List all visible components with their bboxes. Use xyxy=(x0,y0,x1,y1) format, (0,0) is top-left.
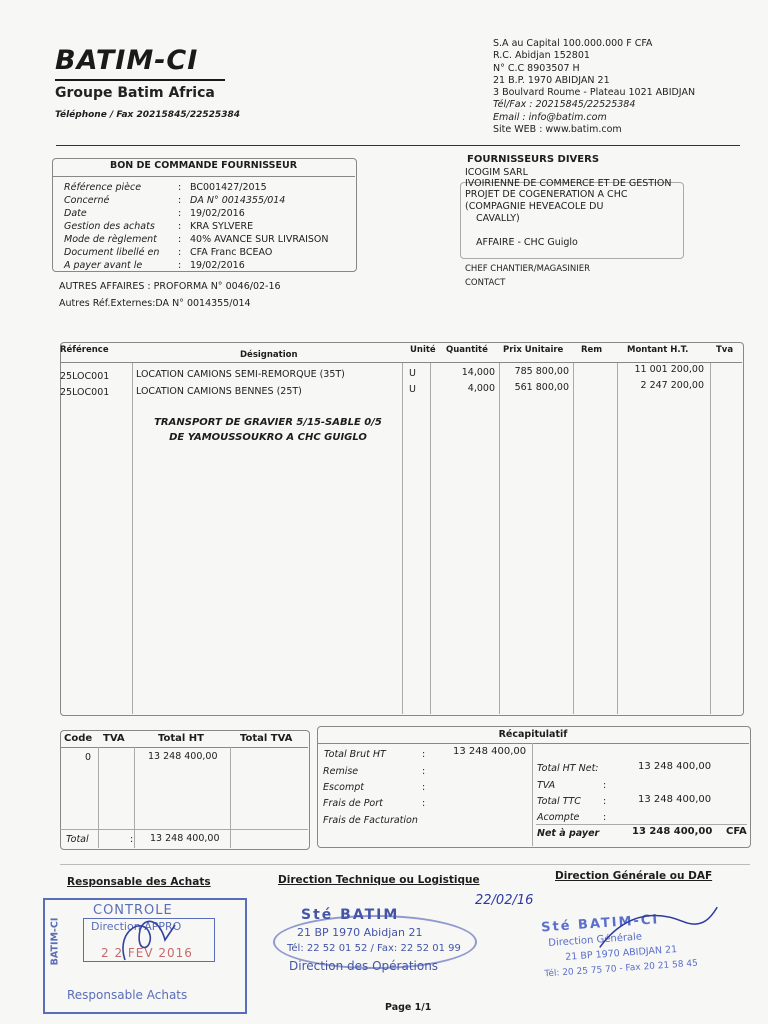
order-row-value: 40% AVANCE SUR LIVRAISON xyxy=(190,234,329,245)
order-row-value: 19/02/2016 xyxy=(190,260,245,271)
recap-net-payer-value: 13 248 400,00 xyxy=(632,826,713,837)
tva-header-code: Code xyxy=(64,733,93,744)
tva-header-total-tva: Total TVA xyxy=(240,733,293,744)
supplier-contact: CONTACT xyxy=(465,278,506,288)
recap-sep: : xyxy=(422,798,426,809)
order-row-label: Concerné xyxy=(64,195,110,206)
tva-row-total-ht: 13 248 400,00 xyxy=(148,751,218,762)
signature-scribble xyxy=(105,910,185,970)
company-logo: BATIM-CI xyxy=(55,45,199,76)
recap-escompt-label: Escompt xyxy=(323,782,364,793)
transport-note-line1: TRANSPORT DE GRAVIER 5/15-SABLE 0/5 xyxy=(154,417,382,428)
order-row: A payer avant le : 19/02/2016 xyxy=(64,260,245,271)
stamp-dg: Direction Générale xyxy=(547,931,643,950)
table-column-divider xyxy=(132,363,133,714)
recap-acompte-label: Acompte xyxy=(537,812,580,823)
company-cc: N° C.C 8903507 H xyxy=(493,62,580,74)
row-quantite: 14,000 xyxy=(461,367,495,378)
row-designation: LOCATION CAMIONS BENNES (25T) xyxy=(136,386,302,397)
table-column-divider xyxy=(617,363,618,714)
recap-column-divider xyxy=(532,743,533,846)
col-header-quantite: Quantité xyxy=(446,345,488,355)
signature-generale-label: Direction Générale ou DAF xyxy=(555,870,713,882)
order-row-value: 19/02/2016 xyxy=(190,208,245,219)
table-column-divider xyxy=(430,363,431,714)
col-header-montant: Montant H.T. xyxy=(627,345,689,355)
stamp-direction-generale xyxy=(532,903,737,997)
row-prix: 561 800,00 xyxy=(514,382,569,393)
stamp-date: 2 2 FEV 2016 xyxy=(101,946,193,960)
company-web: Site WEB : www.batim.com xyxy=(493,124,622,136)
row-reference: 25LOC001 xyxy=(60,387,110,398)
order-row-label: Date xyxy=(64,208,87,219)
recap-total-ht-net-value: 13 248 400,00 xyxy=(638,761,712,772)
recap-total-ttc-value: 13 248 400,00 xyxy=(638,794,712,805)
stamp-controle: CONTROLE xyxy=(93,903,173,918)
recap-net-payer-label: Net à payer xyxy=(537,828,600,839)
autres-affaires: AUTRES AFFAIRES : PROFORMA N° 0046/02-16 xyxy=(59,281,281,292)
row-unite: U xyxy=(409,368,416,379)
supplier-line: IVOIRIENNE DE COMMERCE ET DE GESTION xyxy=(465,178,672,189)
row-montant: 2 247 200,00 xyxy=(640,380,704,391)
order-row-label: Référence pièce xyxy=(64,182,142,193)
recap-total-brut-value: 13 248 400,00 xyxy=(453,746,527,757)
stamp-bp: 21 BP 1970 Abidjan 21 xyxy=(297,926,423,939)
recap-sep: : xyxy=(422,782,426,793)
stamp-batim-ci: Sté BATIM-CI xyxy=(540,912,660,936)
autres-ref: Autres Réf.Externes:DA N° 0014355/014 xyxy=(59,298,251,309)
stamp-direction-appro: Direction APPRO xyxy=(91,920,182,933)
recap-sep: : xyxy=(422,766,426,777)
stamp-direction-ops: Direction des Opérations xyxy=(289,959,439,973)
stamp-tel: Tél: 22 52 01 52 / Fax: 22 52 01 99 xyxy=(287,943,461,954)
supplier-affaire: AFFAIRE - CHC Guiglo xyxy=(476,237,578,248)
company-email: Email : info@batim.com xyxy=(493,111,607,123)
order-row-label: Document libellé en xyxy=(64,247,160,258)
col-header-reference: Référence xyxy=(60,345,109,355)
page-number: Page 1/1 xyxy=(385,1002,432,1013)
order-row: Concerné : DA N° 0014355/014 xyxy=(64,195,286,206)
signature-dg-scribble xyxy=(592,899,725,953)
row-quantite: 4,000 xyxy=(467,383,495,394)
tva-total-label: Total xyxy=(66,834,89,845)
tva-total-divider xyxy=(60,829,308,830)
order-row: Référence pièce : BC001427/2015 xyxy=(64,182,267,193)
stamp-dg-bp: 21 BP 1970 ABIDJAN 21 xyxy=(564,944,678,963)
recap-sep: : xyxy=(603,780,607,791)
row-unite: U xyxy=(409,384,416,395)
order-row-label: A payer avant le xyxy=(64,260,143,271)
order-row: Date : 19/02/2016 xyxy=(64,208,245,219)
stamp-responsable-achats: Responsable Achats xyxy=(67,988,188,1002)
supplier-chef: CHEF CHANTIER/MAGASINIER xyxy=(465,264,591,274)
stamp-direction-operations xyxy=(265,893,534,985)
company-capital: S.A au Capital 100.000.000 F CFA xyxy=(493,38,653,49)
order-row-value: DA N° 0014355/014 xyxy=(190,195,286,206)
recap-net-divider xyxy=(536,824,747,825)
supplier-line: ICOGIM SARL xyxy=(465,167,528,178)
stamp-side-text: BATIM-CI xyxy=(49,917,61,966)
recap-tva-label: TVA xyxy=(537,780,556,791)
tva-column-divider xyxy=(134,747,135,848)
recap-total-brut-label: Total Brut HT xyxy=(324,749,386,760)
signature-divider xyxy=(60,864,750,865)
tva-row-code: 0 xyxy=(85,752,92,763)
company-telfax: Tél/Fax : 20215845/22525384 xyxy=(493,99,636,111)
stamp-controle-appro xyxy=(43,898,247,1014)
order-title-divider xyxy=(52,176,355,177)
tva-column-divider xyxy=(98,747,99,848)
row-montant: 11 001 200,00 xyxy=(634,364,704,375)
tva-total-sep: : xyxy=(130,834,134,845)
supplier-line: CAVALLY) xyxy=(476,213,520,224)
table-column-divider xyxy=(573,363,574,714)
company-rc: R.C. Abidjan 152801 xyxy=(493,50,590,62)
order-title: BON DE COMMANDE FOURNISSEUR xyxy=(109,160,298,171)
recap-title: Récapitulatif xyxy=(498,729,568,740)
stamp-batim: Sté BATIM xyxy=(301,907,400,923)
company-address: 3 Boulvard Roume - Plateau 1021 ABIDJAN xyxy=(493,87,696,99)
supplier-line: (COMPAGNIE HEVEACOLE DU xyxy=(465,201,604,212)
row-designation: LOCATION CAMIONS SEMI-REMORQUE (35T) xyxy=(136,369,345,380)
order-row: Mode de règlement : 40% AVANCE SUR LIVRAISON xyxy=(64,234,329,245)
tva-header-tva: TVA xyxy=(103,733,125,744)
order-row-value: KRA SYLVERE xyxy=(190,221,254,232)
recap-total-ttc-label: Total TTC xyxy=(537,796,581,807)
stamp-dg-tel: Tél: 20 25 75 70 - Fax 20 21 58 45 xyxy=(544,958,699,980)
group-name: Groupe Batim Africa xyxy=(55,85,215,101)
order-row: Document libellé en : CFA Franc BCEAO xyxy=(64,247,273,258)
signature-achats-label: Responsable des Achats xyxy=(67,876,211,888)
supplier-title: FOURNISSEURS DIVERS xyxy=(467,154,600,165)
company-info xyxy=(493,38,695,136)
col-header-designation: Désignation xyxy=(240,350,298,360)
recap-sep: : xyxy=(422,749,426,760)
items-table-header-divider xyxy=(60,362,742,363)
company-bp: 21 B.P. 1970 ABIDJAN 21 xyxy=(493,74,610,86)
recap-sep: : xyxy=(603,812,607,823)
order-row-label: Gestion des achats xyxy=(64,221,155,232)
recap-currency: CFA xyxy=(726,826,747,837)
recap-remise-label: Remise xyxy=(323,766,359,777)
logo-underline xyxy=(55,79,225,81)
order-row: Gestion des achats : KRA SYLVERE xyxy=(64,221,254,232)
header-telephone: Téléphone / Fax 20215845/22525384 xyxy=(55,110,240,120)
stamp-handwritten-date: 22/02/16 xyxy=(475,893,534,908)
tva-header-total-ht: Total HT xyxy=(158,733,204,744)
recap-header-divider xyxy=(317,743,749,744)
col-header-prix: Prix Unitaire xyxy=(503,345,564,355)
recap-frais-fact-label: Frais de Facturation xyxy=(323,815,418,826)
table-column-divider xyxy=(402,363,403,714)
table-column-divider xyxy=(710,363,711,714)
recap-frais-port-label: Frais de Port xyxy=(323,798,383,809)
col-header-tva: Tva xyxy=(716,345,734,355)
order-row-label: Mode de règlement xyxy=(64,234,157,245)
recap-total-ht-net-label: Total HT Net: xyxy=(537,763,599,774)
recap-sep: : xyxy=(603,796,607,807)
header-divider xyxy=(56,145,740,146)
table-column-divider xyxy=(499,363,500,714)
col-header-rem: Rem xyxy=(581,345,603,355)
order-row-value: BC001427/2015 xyxy=(190,182,267,193)
supplier-line: PROJET DE COGENERATION A CHC xyxy=(465,189,628,200)
tva-total-value: 13 248 400,00 xyxy=(150,833,220,844)
col-header-unite: Unité xyxy=(410,345,436,355)
order-row-value: CFA Franc BCEAO xyxy=(190,247,273,258)
row-prix: 785 800,00 xyxy=(514,366,569,377)
tva-column-divider xyxy=(230,747,231,848)
signature-technique-label: Direction Technique ou Logistique xyxy=(278,874,480,886)
transport-note-line2: DE YAMOUSSOUKRO A CHC GUIGLO xyxy=(169,432,367,443)
row-reference: 25LOC001 xyxy=(60,371,110,382)
